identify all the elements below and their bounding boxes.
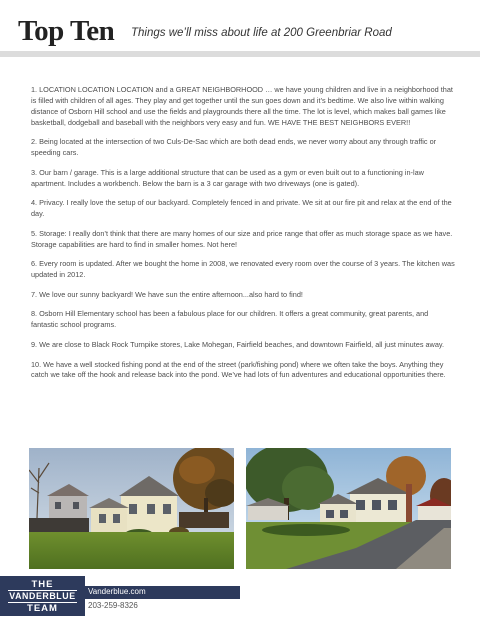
logo-text-team: TEAM <box>27 603 58 614</box>
list-item: 9. We are close to Black Rock Turnpike stores, Lake Mohegan, Fairfield beaches, and downtown Fairfield, all just minutes away. <box>31 339 445 349</box>
phone-number: 203-259-8326 <box>88 601 138 610</box>
logo-text-vanderblue: VANDERBLUE <box>9 591 76 601</box>
website-link[interactable]: Vanderblue.com <box>88 587 146 596</box>
top-ten-list <box>31 85 455 390</box>
page-header <box>0 0 480 58</box>
list-item: 2. Being located at the intersection of two Culs-De-Sac which are both dead ends, we never worry about any through traffic or speeding cars. <box>31 137 437 158</box>
list-item: 5. Storage: I really don’t think that there are many homes of our size and price range that offer as much storage space as we have. Storage capabilities are hard to find in smaller homes. Not here! <box>31 228 453 249</box>
list-item: 7. We love our sunny backyard! We have sun the entire afternoon...also hard to find! <box>31 289 303 299</box>
vanderblue-team-logo <box>0 576 85 616</box>
house-front-photo <box>246 448 451 569</box>
list-item: 1. LOCATION LOCATION LOCATION and a GREAT NEIGHBORHOOD … we have young children and live in a neighborhood that is filled with children of all ages. They play and get together until the sun goes down and it’s bedtime. We also live within walking distance of Osborn Hill school and use the fields and playgrounds there all the time. The lot is level, which makes ball games like basketball, dodgeball and baseball with the neighbors very easy and fun. WE HAVE THE BEST NEIGHBORS EVER!! <box>31 85 453 127</box>
list-item: 4. Privacy. I really love the setup of our backyard. Completely fenced in and private. We sit at our fire pit and relax at the end of the day. <box>31 198 452 219</box>
header-divider <box>0 51 480 57</box>
list-item: 8. Osborn Hill Elementary school has been a fabulous place for our children. It offers a great community, great parents, and fantastic school programs. <box>31 309 429 330</box>
page-title: Top Ten <box>18 15 115 47</box>
list-item: 3. Our barn / garage. This is a large additional structure that can be used as a gym or even built out to a functioning in-law apartment. Includes a workbench. Below the barn is a 3 car garage with two driveways (one is gated). <box>31 167 424 188</box>
logo-text-the: THE <box>31 579 54 590</box>
list-item: 6. Every room is updated. After we bought the home in 2008, we renovated every room over the course of 3 years. The kitchen was updated in 2012. <box>31 259 455 280</box>
list-item: 10. We have a well stocked fishing pond at the end of the street (park/fishing pond) where we often take the boys. Anything they catch we take off the hook and release back into the pond. We’ve had lots of fun adventures and educational opportunities there. <box>31 359 446 380</box>
house-backyard-photo <box>29 448 234 569</box>
page-subtitle: Things we’ll miss about life at 200 Greenbriar Road <box>131 27 392 39</box>
